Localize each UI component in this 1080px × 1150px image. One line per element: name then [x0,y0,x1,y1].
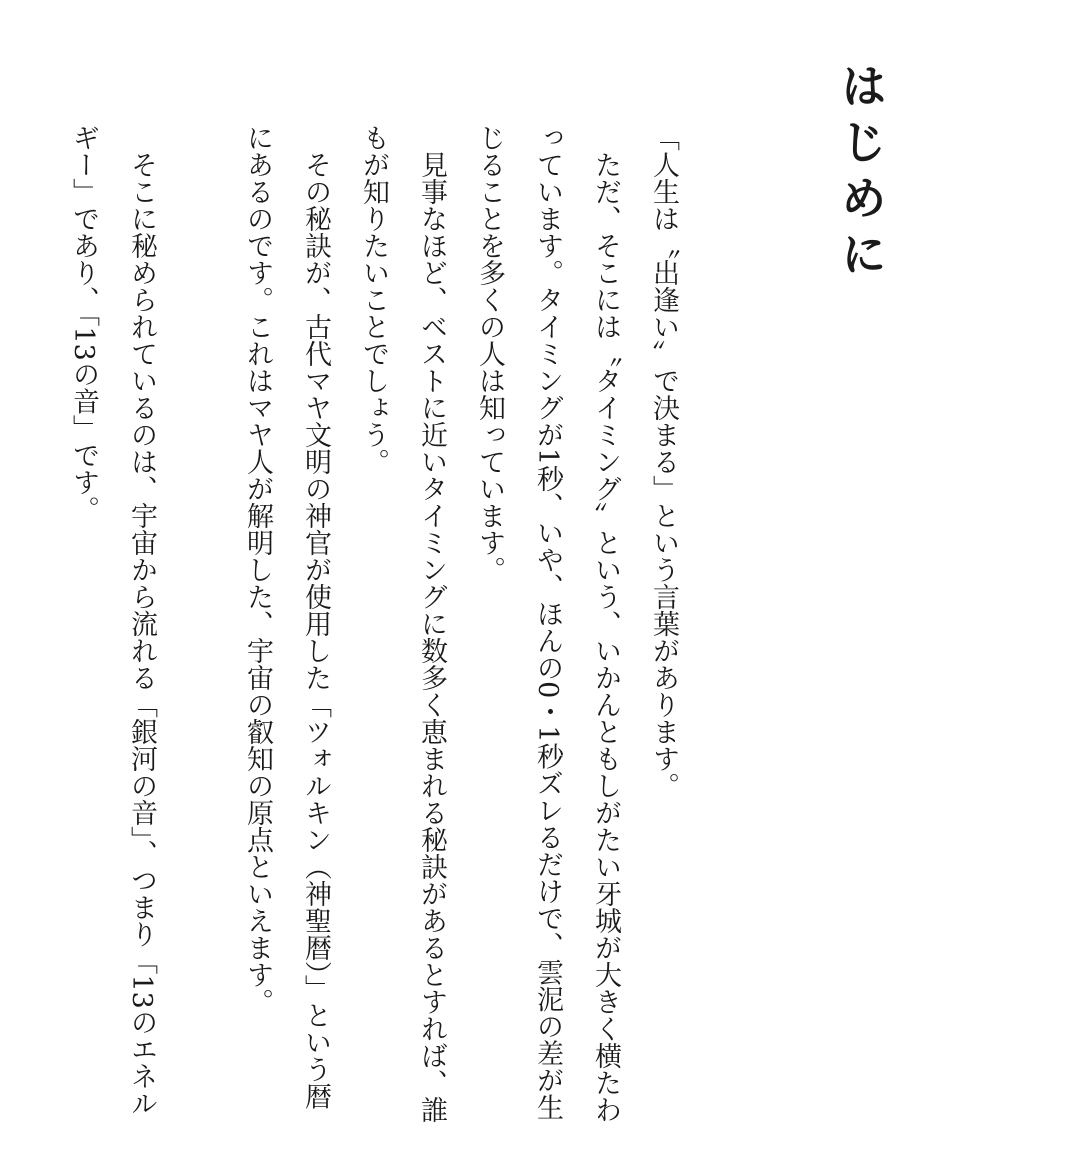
paragraph-4: その秘訣が、古代マヤ文明の神官が使用した「ツォルキン（神聖暦）」という暦にあるのです。これはマヤ人が解明した、宇宙の叡知の原点といえます。 [242,124,331,1110]
body-text [54,124,692,1124]
paragraph-5: そこに秘められているのは、宇宙から流れる「銀河の音」、つまり「13のエネルギー」であり、「13の音」です。 [68,124,157,1117]
paragraph-1: 「人生は〝出逢い〟で決まる」という言葉があります。 [648,124,679,799]
paragraph-3: 見事なほど、ベストに近いタイミングに数多く恵まれる秘訣があるとすれば、誰もが知りたいことでしょう。 [358,124,447,1123]
page-title: はじめに [834,62,888,286]
paragraph-2: ただ、そこには〝タイミング〟という、いかんともしがたい牙城が大きく横たわっています。タイミングが1秒、いや、ほんの0・1秒ズレるだけで、雲泥の差が生じることを多くの人は知っています。 [474,124,621,1123]
